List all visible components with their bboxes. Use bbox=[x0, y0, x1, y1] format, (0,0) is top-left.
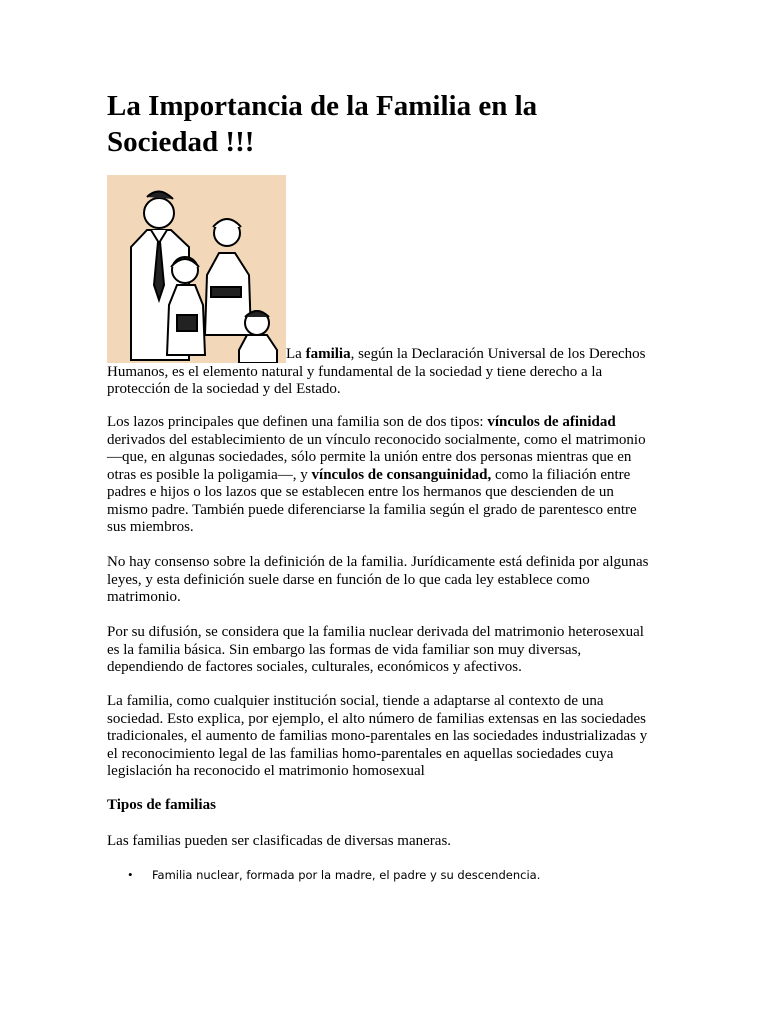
paragraph-definition: No hay consenso sobre la definición de la familia. Jurídicamente está definida por algunas leyes, y esta definición suele darse en función de lo que cada ley establece como matrimonio. bbox=[107, 554, 649, 605]
intro-block bbox=[107, 175, 655, 399]
family-illustration bbox=[107, 175, 286, 363]
family-types-list bbox=[107, 867, 655, 883]
family-drawing bbox=[107, 175, 286, 363]
intro-rest: , según la Declaración Universal de los Derechos Humanos, es el elemento natural y fundamental de la sociedad y tiene derecho a la protección de la sociedad y del Estado. bbox=[107, 346, 646, 397]
paragraph-classification: Las familias pueden ser clasificadas de diversas maneras. bbox=[107, 833, 452, 849]
p1-e: como la filiación entre padres e hijos o los lazos que se establecen entre los hermanos que descienden de un mismo padre. También puede diferenciarse la familia según el grado de parentesco entre sus miembros. bbox=[107, 466, 637, 535]
page-title: La Importancia de la Familia en la Sociedad !!! bbox=[107, 90, 538, 158]
p1-c: derivados del establecimiento de un vínculo reconocido socialmente, como el matrimonio —que, en algunas sociedades, sólo permite la unión entre dos personas mientras que en otras es posible la poligamia—, y bbox=[107, 431, 646, 483]
paragraph-adaptation: La familia, como cualquier institución social, tiende a adaptarse al contexto de una sociedad. Esto explica, por ejemplo, el alto número de familias extensas en las sociedades tradicionales, el aumento de familias mono-parentales en las sociedades industrializadas y el reconocimiento legal de las familias homo-parentales en aquellas sociedades cuya legislación ha reconocido el matrimonio homosexual bbox=[107, 693, 648, 779]
list-item bbox=[107, 867, 655, 883]
p1-d: vínculos de consanguinidad, bbox=[311, 466, 492, 483]
intro-lead-bold: familia bbox=[305, 346, 351, 362]
paragraph-bond-types bbox=[107, 414, 655, 537]
section-heading: Tipos de familias bbox=[107, 797, 216, 813]
intro-lead: La bbox=[286, 346, 306, 362]
bullet-icon: • bbox=[128, 867, 133, 882]
p1-b: vínculos de afinidad bbox=[487, 414, 616, 430]
paragraph-nuclear-family: Por su difusión, se considera que la familia nuclear derivada del matrimonio heterosexual es la familia básica. Sin embargo las formas de vida familiar son muy diversas, dependiendo de factores sociales, culturales, económicos y afectivos. bbox=[107, 624, 644, 675]
p1-a: Los lazos principales que definen una familia son de dos tipos: bbox=[107, 414, 488, 430]
list-item-text: Familia nuclear, formada por la madre, el padre y su descendencia. bbox=[152, 868, 541, 882]
